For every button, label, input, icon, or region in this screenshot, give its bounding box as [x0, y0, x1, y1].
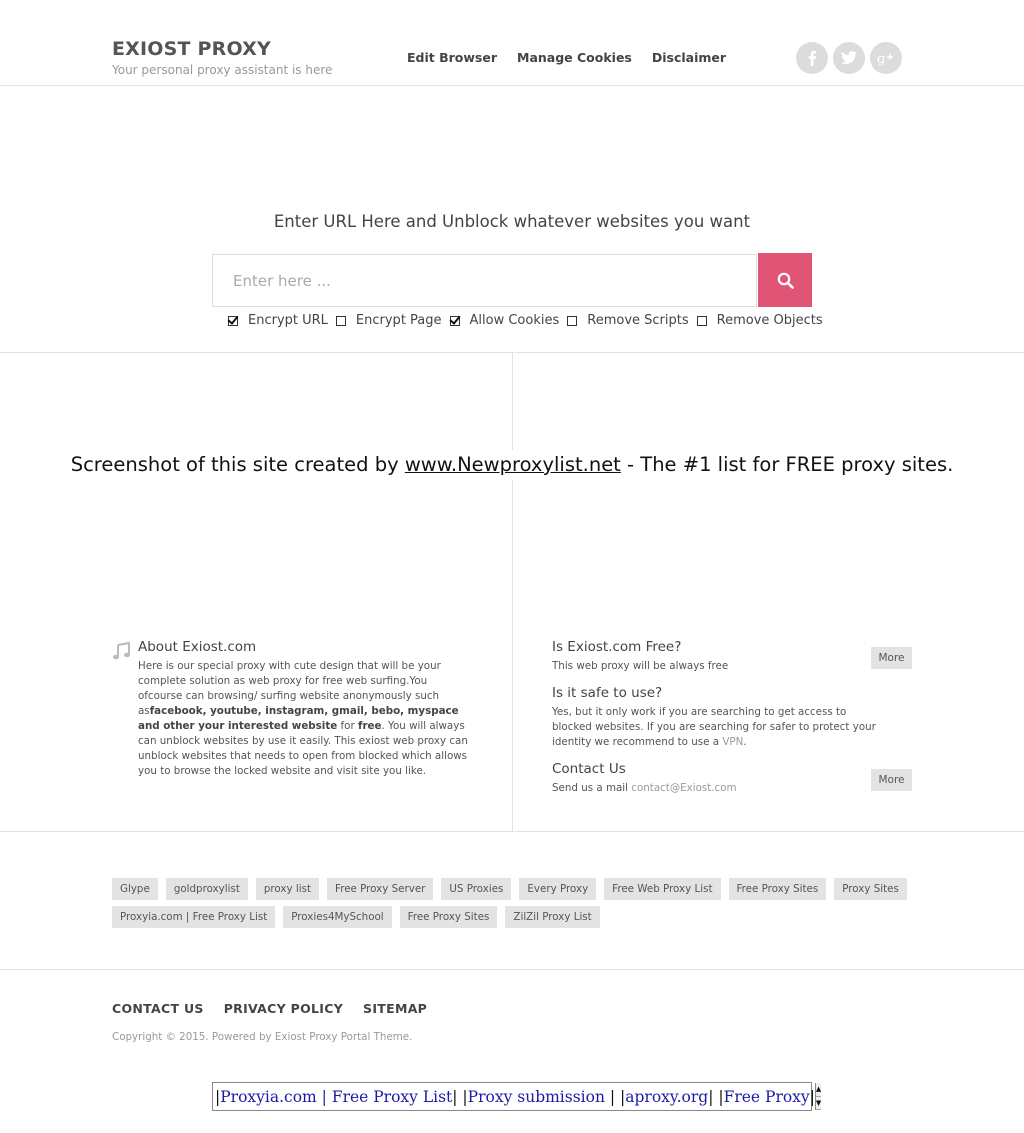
- marquee-link[interactable]: Proxyia.com | Free Proxy List: [220, 1087, 453, 1106]
- footer-nav: [112, 1001, 427, 1016]
- search-icon: [777, 272, 794, 289]
- tag-link[interactable]: US Proxies: [441, 878, 511, 900]
- faq-safe-text-end: .: [743, 736, 747, 748]
- tag-link[interactable]: Free Web Proxy List: [604, 878, 720, 900]
- tag-link[interactable]: Free Proxy Server: [327, 878, 433, 900]
- banner-suffix: - The #1 list for FREE proxy sites.: [620, 453, 954, 476]
- marquee-text: |Proxyia.com | Free Proxy List| |Proxy submission | |aproxy.org| |Free Proxy|: [215, 1087, 815, 1106]
- tag-link[interactable]: proxy list: [256, 878, 319, 900]
- banner-link[interactable]: www.Newproxylist.net: [404, 453, 621, 476]
- faq-safe-title: Is it safe to use?: [552, 685, 663, 701]
- contact-email-link[interactable]: contact@Exiost.com: [631, 782, 737, 794]
- checkbox-remove-objects[interactable]: [697, 316, 707, 326]
- scroll-down-icon[interactable]: ▼: [816, 1097, 821, 1111]
- about-text: [138, 659, 468, 779]
- tag-link[interactable]: Proxies4MySchool: [283, 906, 391, 928]
- tag-link[interactable]: Proxyia.com | Free Proxy List: [112, 906, 275, 928]
- faq-contact-title: Contact Us: [552, 761, 626, 777]
- option-label: Encrypt Page: [355, 313, 442, 328]
- tag-link[interactable]: goldproxylist: [166, 878, 248, 900]
- checkbox-encrypt-url[interactable]: [228, 316, 238, 326]
- option-label: Remove Objects: [716, 313, 823, 328]
- search-button[interactable]: [758, 253, 812, 307]
- option-remove-scripts[interactable]: [567, 313, 688, 328]
- faq-free-title: Is Exiost.com Free?: [552, 639, 682, 655]
- footer-contact-us[interactable]: CONTACT US: [112, 1001, 204, 1016]
- url-search-box: [212, 254, 757, 307]
- option-label: Allow Cookies: [469, 313, 560, 328]
- music-note-icon: [112, 642, 130, 664]
- marquee-link[interactable]: Free Proxy: [723, 1087, 810, 1106]
- tag-link[interactable]: ZilZil Proxy List: [505, 906, 599, 928]
- option-encrypt-page[interactable]: [336, 313, 442, 328]
- option-encrypt-url[interactable]: [228, 313, 328, 328]
- nav-disclaimer[interactable]: Disclaimer: [651, 50, 727, 65]
- faq-contact-text-part: Send us a mail: [552, 782, 632, 794]
- screenshot-banner: [0, 450, 1024, 480]
- more-button[interactable]: More: [871, 647, 912, 669]
- more-button[interactable]: More: [871, 769, 912, 791]
- footer-privacy-policy[interactable]: PRIVACY POLICY: [223, 1001, 344, 1016]
- about-text-part: Here is our special proxy with cute design that will be your complete solution as web proxy for free web surfing.You ofcourse can browsing/ surfing website anonymously such as: [138, 660, 441, 717]
- site-header: [0, 0, 1024, 86]
- scroll-up-icon[interactable]: ▲: [816, 1083, 821, 1097]
- tag-link[interactable]: Free Proxy Sites: [729, 878, 827, 900]
- site-logo[interactable]: EXIOST PROXY: [112, 38, 271, 60]
- faq-safe-text: [552, 705, 882, 750]
- about-title: About Exiost.com: [138, 639, 257, 655]
- marquee-link[interactable]: aproxy.org: [625, 1087, 709, 1106]
- url-input[interactable]: [213, 255, 756, 306]
- faq-contact-text: [552, 781, 882, 796]
- tag-link[interactable]: Proxy Sites: [834, 878, 907, 900]
- column-divider: [512, 353, 513, 831]
- banner-prefix: Screenshot of this site created by: [70, 453, 405, 476]
- google-plus-icon[interactable]: [870, 42, 902, 74]
- about-bold-part: free: [357, 720, 382, 732]
- main-nav: [407, 50, 726, 65]
- tag-link[interactable]: Every Proxy: [519, 878, 596, 900]
- social-links: [796, 42, 902, 74]
- proxy-links-marquee: [212, 1082, 822, 1111]
- option-remove-objects[interactable]: [697, 313, 823, 328]
- checkbox-remove-scripts[interactable]: [567, 316, 577, 326]
- option-label: Remove Scripts: [587, 313, 689, 328]
- option-label: Encrypt URL: [248, 313, 328, 328]
- about-text-part: . You will always can unblock websites by use it easily. This exiost web proxy can unblock websites that needs to open from blocked which allows you to browse the locked website and visit site you like.: [138, 720, 468, 777]
- proxy-options: [228, 313, 831, 328]
- footer-sitemap[interactable]: SITEMAP: [363, 1001, 428, 1016]
- faq-safe-text-part: Yes, but it only work if you are searching to get access to blocked websites. If you are searching for safer to protect your identity we recommend to use a: [552, 706, 876, 748]
- faq-free-text: This web proxy will be always free: [552, 660, 729, 672]
- option-allow-cookies[interactable]: [450, 313, 560, 328]
- checkbox-encrypt-page[interactable]: [336, 316, 346, 326]
- copyright: Copyright © 2015. Powered by Exiost Proxy Portal Theme.: [112, 1031, 413, 1043]
- site-tagline: Your personal proxy assistant is here: [112, 63, 333, 77]
- about-text-part: for: [337, 720, 358, 732]
- divider: [0, 969, 1024, 970]
- facebook-icon[interactable]: [796, 42, 828, 74]
- marquee-scrollbar[interactable]: [815, 1083, 821, 1110]
- checkbox-allow-cookies[interactable]: [450, 316, 460, 326]
- twitter-icon[interactable]: [833, 42, 865, 74]
- marquee-link[interactable]: Proxy submission: [467, 1087, 605, 1106]
- nav-manage-cookies[interactable]: Manage Cookies: [517, 50, 632, 65]
- nav-edit-browser[interactable]: Edit Browser: [407, 50, 498, 65]
- divider: [0, 831, 1024, 832]
- tag-link[interactable]: Free Proxy Sites: [400, 906, 498, 928]
- tag-link[interactable]: Glype: [112, 878, 158, 900]
- tag-cloud: [112, 878, 912, 928]
- vpn-link[interactable]: VPN: [722, 736, 744, 748]
- svg-text:g: g: [877, 52, 886, 67]
- hero-title: Enter URL Here and Unblock whatever websites you want: [273, 212, 751, 231]
- about-bold-part: facebook, youtube, instagram, gmail, bebo, myspace and other your interested website: [138, 705, 459, 732]
